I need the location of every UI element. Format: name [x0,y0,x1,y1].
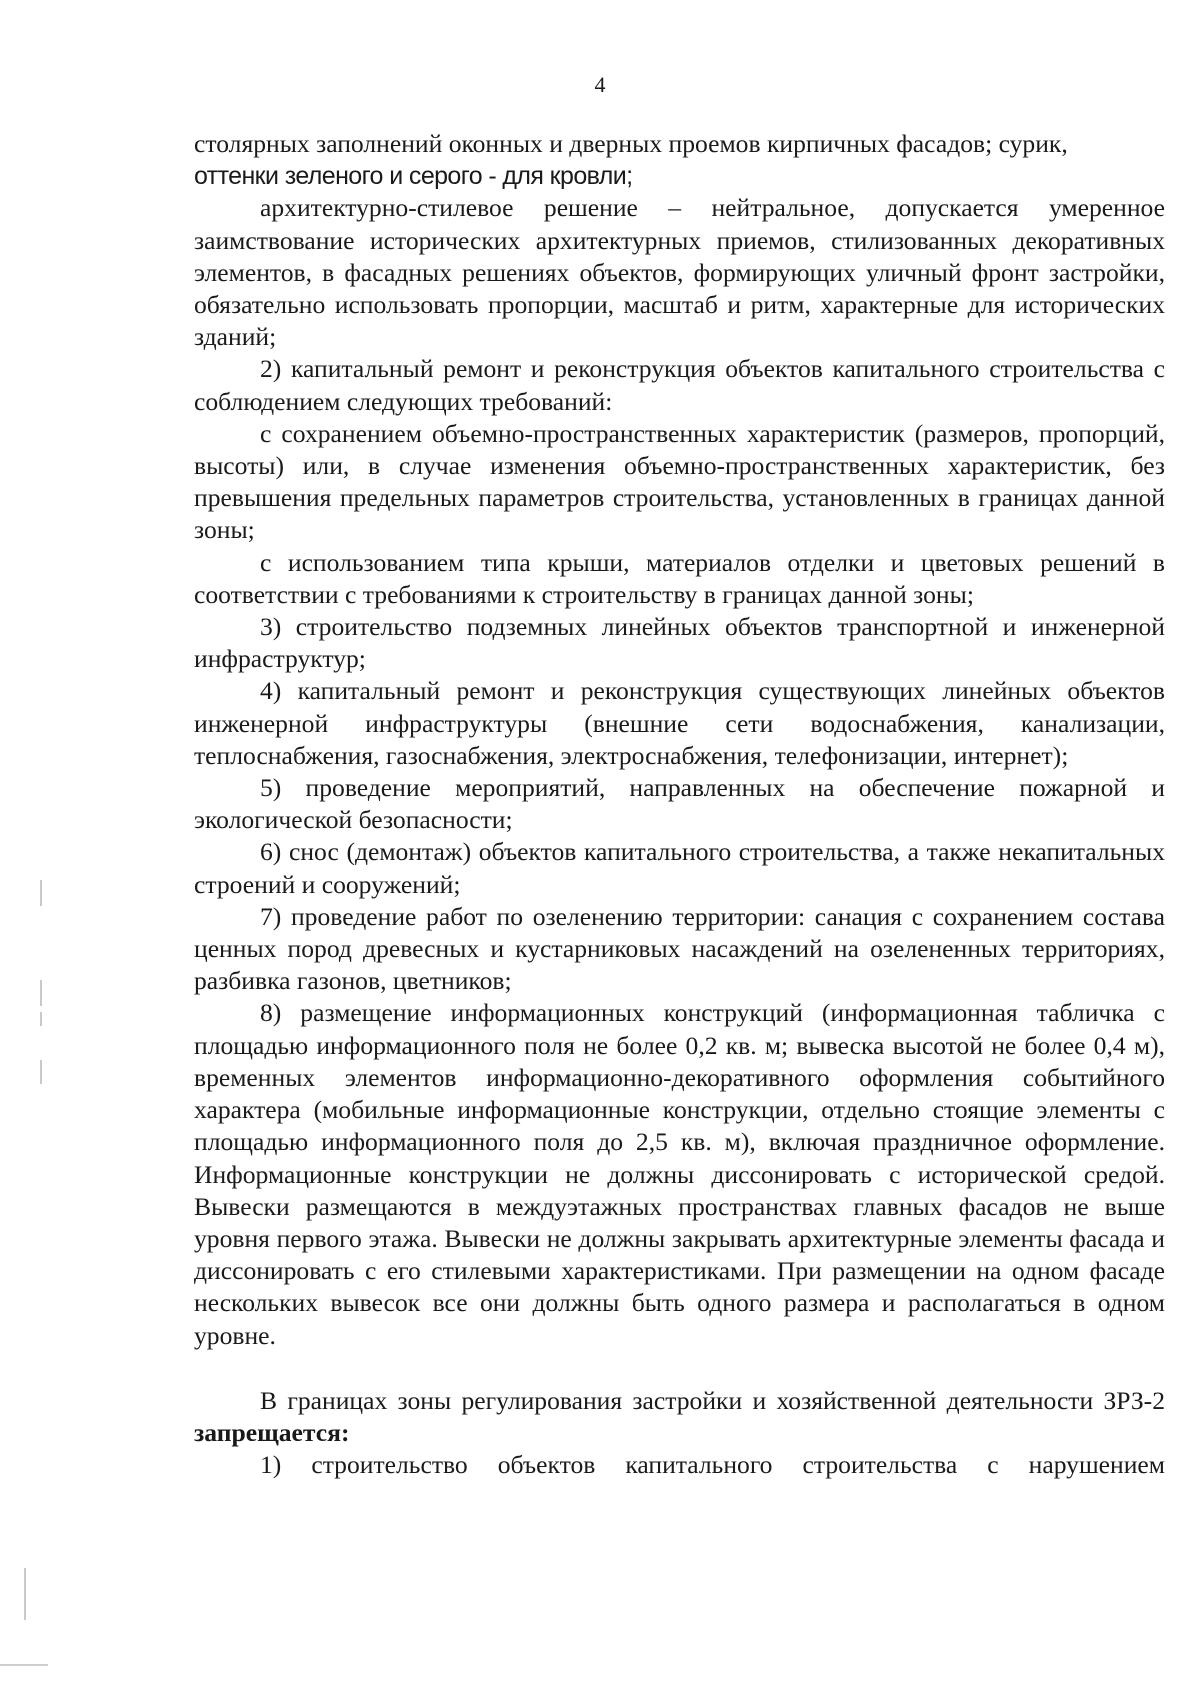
scan-artifact [0,1664,48,1666]
document-body [194,128,1165,1481]
section-zrz2-intro [194,1385,1165,1449]
scan-artifact [40,1060,42,1084]
paragraph-continuation-line-2: оттенки зеленого и серого - для кровли; [194,162,633,191]
section-gap [194,1352,1165,1385]
zrz2-list-item-1: 1) строительство объектов капитального строительства с нарушением [260,1450,1165,1480]
sub-item-preservation: с сохранением объемно-пространственных характеристик (размеров, пропорций, высоты) или, в случае изменения объемно-пространственных характеристик, без превышения предельных параметров строительства, установленных в границах данной зоны; [194,418,1165,545]
scan-artifact [24,1568,26,1620]
list-item-7: 7) проведение работ по озеленению территории: санация с сохранением состава ценных пород древесных и кустарниковых насаждений на озелененных территориях, разбивка газонов, цветников; [194,901,1165,996]
list-item-8: 8) размещение информационных конструкций (информационная табличка с площадью информационного поля не более 0,2 кв. м; вывеска высотой не более 0,4 м), временных элементов информационно-декоративного оформления событийного характера (мобильные информационные конструкции, отдельно стоящие элементы с площадью информационного поля до 2,5 кв. м), включая праздничное оформление. Информационные конструкции не должны диссонировать с исторической средой. Вывески размещаются в междуэтажных пространствах главных фасадов не выше уровня первого этажа. Вывески не должны закрывать архитектурные элементы фасада и диссонировать с его стилевыми характеристиками. При размещении на одном фасаде нескольких вывесок все они должны быть одного размера и располагаться в одном уровне. [194,998,1165,1350]
list-item-6: 6) снос (демонтаж) объектов капитального строительства, а также некапитальных строений и сооружений; [194,837,1165,899]
list-item-5: 5) проведение мероприятий, направленных на обеспечение пожарной и экологической безопасности; [194,773,1165,835]
zrz2-prohibited-label: запрещается: [194,1417,350,1447]
zrz2-intro-text: В границах зоны регулирования застройки и хозяйственной деятельности ЗРЗ-2 [260,1385,1165,1415]
paragraph-continuation-line-1: столярных заполнений оконных и дверных проемов кирпичных фасадов; сурик, [194,129,1068,158]
scan-artifact [40,880,42,906]
list-item-2: 2) капитальный ремонт и реконструкция объектов капитального строительства с соблюдением следующих требований: [194,354,1165,416]
scan-artifact [40,980,42,1006]
list-item-3: 3) строительство подземных линейных объектов транспортной и инженерной инфраструктур; [194,612,1165,674]
sub-item-roof-materials: с использованием типа крыши, материалов отделки и цветовых решений в соответствии с требованиями к строительству в границах данной зоны; [194,547,1165,609]
page-number: 4 [594,72,606,97]
paragraph-architectural-style: архитектурно-стилевое решение – нейтральное, допускается умеренное заимствование исторических архитектурных приемов, стилизованных декоративных элементов, в фасадных решениях объектов, формирующих уличный фронт застройки, обязательно использовать пропорции, масштаб и ритм, характерные для исторических зданий; [194,193,1165,352]
list-item-4: 4) капитальный ремонт и реконструкция существующих линейных объектов инженерной инфраструктуры (внешние сети водоснабжения, канализации, теплоснабжения, газоснабжения, электроснабжения, телефонизации, интернет); [194,676,1165,770]
paragraph-continuation [194,128,1165,192]
scan-artifact [40,1012,42,1026]
